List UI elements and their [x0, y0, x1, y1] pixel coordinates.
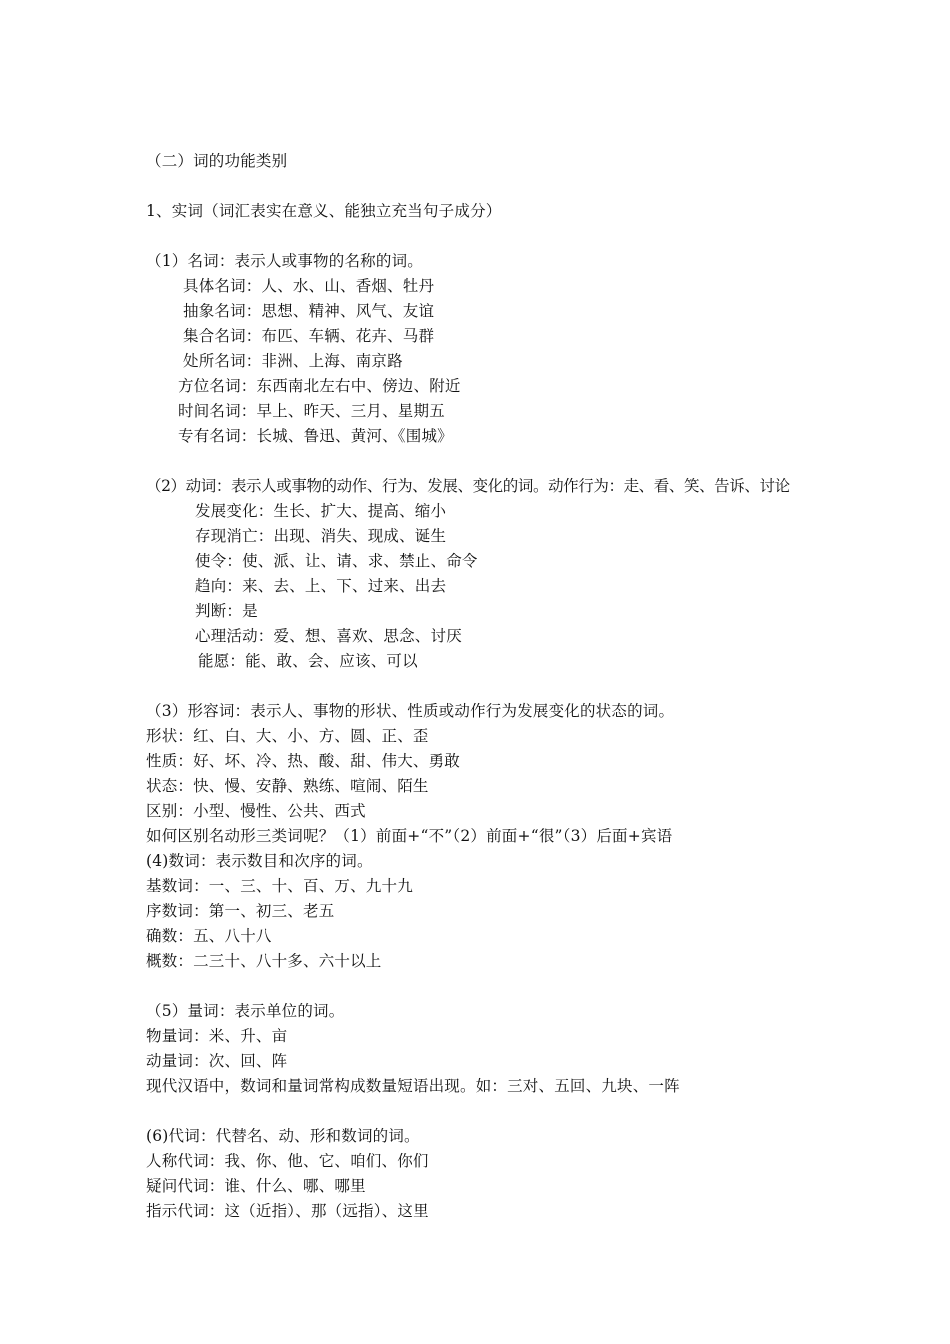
section-title: （二）词的功能类别 [146, 152, 288, 170]
part1-heading: 1、实词（词汇表实在意义、能独立充当句子成分） [146, 202, 502, 220]
verb-heading: （2）动词：表示人或事物的动作、行为、发展、变化的词。动作行为：走、看、笑、告诉、讨论 [146, 477, 790, 495]
adjective-item: 形状：红、白、大、小、方、圆、正、歪 [146, 727, 429, 745]
adjective-note: 如何区别名动形三类词呢？（1）前面+“不”（2）前面+“很”（3）后面+宾语 [146, 827, 673, 845]
numeral-heading: (4)数词：表示数目和次序的词。 [146, 852, 373, 870]
adjective-heading: （3）形容词：表示人、事物的形状、性质或动作行为发展变化的状态的词。 [146, 702, 675, 720]
verb-item: 存现消亡：出现、消失、现成、诞生 [195, 527, 447, 545]
numeral-item: 概数：二三十、八十多、六十以上 [146, 952, 382, 970]
pronoun-item: 疑问代词：谁、什么、哪、哪里 [146, 1177, 366, 1195]
classifier-heading: （5）量词：表示单位的词。 [146, 1002, 345, 1020]
noun-item: 具体名词：人、水、山、香烟、牡丹 [183, 277, 435, 295]
classifier-item: 物量词：米、升、亩 [146, 1027, 288, 1045]
numeral-item: 基数词：一、三、十、百、万、九十九 [146, 877, 413, 895]
noun-item: 集合名词：布匹、车辆、花卉、马群 [183, 327, 435, 345]
numeral-item: 确数：五、八十八 [146, 927, 272, 945]
adjective-item: 区别：小型、慢性、公共、西式 [146, 802, 366, 820]
verb-item: 发展变化：生长、扩大、提高、缩小 [195, 502, 447, 520]
verb-item: 判断：是 [195, 602, 258, 620]
noun-item: 抽象名词：思想、精神、风气、友谊 [183, 302, 435, 320]
noun-item: 时间名词：早上、昨天、三月、星期五 [178, 402, 445, 420]
pronoun-item: 指示代词：这（近指）、那（远指）、这里 [146, 1202, 429, 1220]
noun-item: 专有名词：长城、鲁迅、黄河、《围城》 [178, 427, 453, 445]
classifier-item: 动量词：次、回、阵 [146, 1052, 288, 1070]
numeral-item: 序数词：第一、初三、老五 [146, 902, 335, 920]
noun-item: 方位名词：东西南北左右中、傍边、附近 [178, 377, 461, 395]
verb-item: 能愿：能、敢、会、应该、可以 [198, 652, 418, 670]
adjective-item: 性质：好、坏、冷、热、酸、甜、伟大、勇敢 [146, 752, 461, 770]
verb-item: 心理活动：爱、想、喜欢、思念、讨厌 [195, 627, 462, 645]
verb-item: 趋向：来、去、上、下、过来、出去 [195, 577, 447, 595]
pronoun-heading: (6)代词：代替名、动、形和数词的词。 [146, 1127, 420, 1145]
verb-item: 使令：使、派、让、请、求、禁止、命令 [195, 552, 478, 570]
noun-heading: （1）名词：表示人或事物的名称的词。 [146, 252, 423, 270]
noun-item: 处所名词：非洲、上海、南京路 [183, 352, 403, 370]
classifier-item: 现代汉语中，数词和量词常构成数量短语出现。如：三对、五回、九块、一阵 [146, 1077, 680, 1095]
adjective-item: 状态：快、慢、安静、熟练、喧闹、陌生 [146, 777, 429, 795]
pronoun-item: 人称代词：我、你、他、它、咱们、你们 [146, 1152, 429, 1170]
